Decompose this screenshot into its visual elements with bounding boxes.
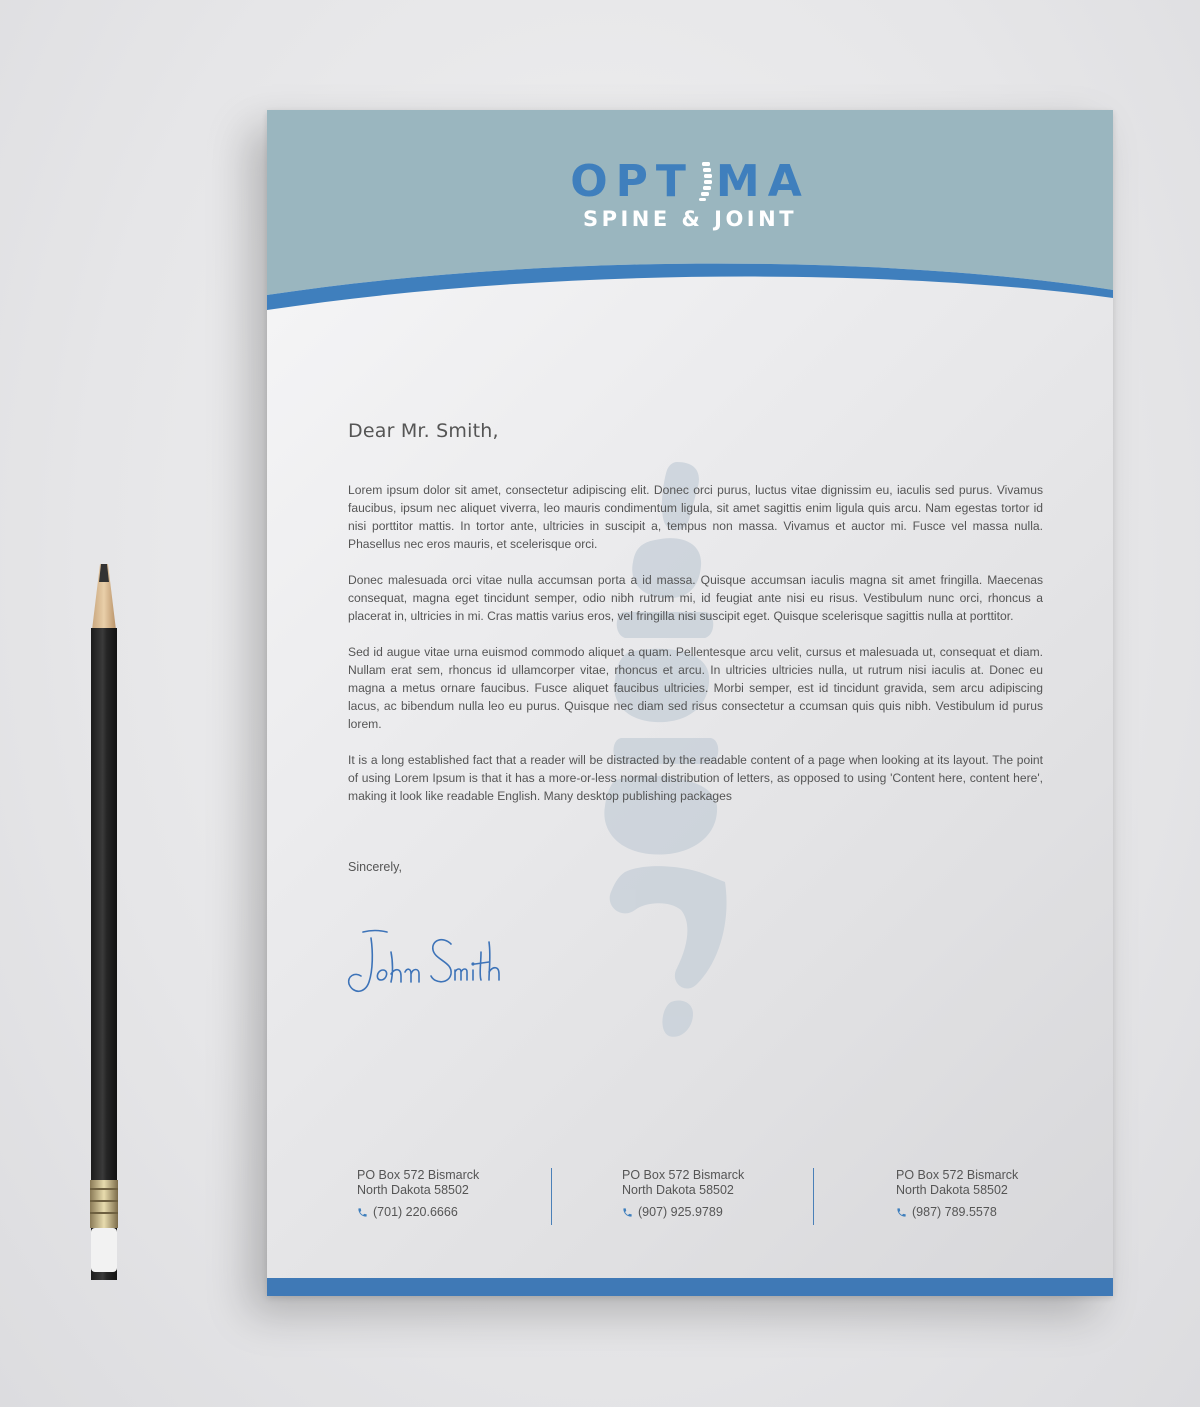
address-line-2: North Dakota 58502 — [896, 1183, 1008, 1197]
phone-icon — [622, 1207, 633, 1218]
phone-row — [896, 1205, 1018, 1220]
phone-icon — [357, 1207, 368, 1218]
letter-paragraph: Donec malesuada orci vitae nulla accumsan porta a id massa. Quisque accumsan iaculis magna sit amet fringilla. Maecenas consequat, magna eget tincidunt semper, odio nibh rutrum mi, id feugiat ante nisi eu risus. Vestibulum nunc orci, rhoncus a placerat in, ultricies in mi. Cras mattis varius eros, vel fringilla nisi suscipit eget. Quisque scelerisque sagittis nulla at porttitor. — [348, 573, 1043, 623]
brand-logo — [267, 156, 1113, 207]
letterhead-paper — [267, 110, 1113, 1296]
letter-footer — [357, 1168, 1057, 1228]
pencil-image — [86, 560, 122, 1280]
address-line-2: North Dakota 58502 — [622, 1183, 734, 1197]
address-line-1: PO Box 572 Bismarck — [357, 1168, 480, 1182]
brand-tagline: SPINE & JOINT — [582, 207, 798, 231]
letter-body — [348, 481, 1043, 823]
brand-name-suffix: MA — [715, 156, 810, 207]
office-address-3 — [896, 1168, 1018, 1220]
footer-divider — [813, 1168, 814, 1225]
letter-paragraph: It is a long established fact that a reader will be distracted by the readable content of a page when looking at its layout. The point of using Lorem Ipsum is that it has a more-or-less normal distribution of letters, as opposed to using 'Content here, content here', making it look like readable English. Many desktop publishing packages — [348, 753, 1043, 803]
phone-number[interactable]: (907) 925.9789 — [638, 1205, 723, 1219]
letter-closing: Sincerely, — [348, 860, 402, 874]
handwritten-signature — [343, 922, 503, 1002]
office-address-2 — [622, 1168, 744, 1220]
address-line-1: PO Box 572 Bismarck — [622, 1168, 745, 1182]
phone-row — [622, 1205, 744, 1220]
footer-bar — [267, 1278, 1113, 1296]
letter-greeting: Dear Mr. Smith, — [348, 420, 499, 442]
letter-paragraph: Sed id augue vitae urna euismod commodo aliquet a quam. Pellentesque arcu velit, cursus et malesuada ut, consequat et diam. Nullam erat sem, rhoncus id ullamcorper vitae, rhoncus et arcu. In ultricies ultricies nulla, ut rutrum nisi iaculis at. Donec eu magna a metus ornare faucibus. Fusce aliquet faucibus ultricies. Morbi semper, est id tincidunt gravida, sem arcu adipiscing lacus, ac bibendum nulla leo eu purus. Quisque nec diam sed risus consectetur a ccumsan quis quis nibh. Vestibulum id purus lorem. — [348, 645, 1043, 731]
footer-divider — [551, 1168, 552, 1225]
address-line-2: North Dakota 58502 — [357, 1183, 469, 1197]
letter-paragraph: Lorem ipsum dolor sit amet, consectetur adipiscing elit. Donec orci purus, luctus vitae dignissim eu, iaculis sed purus. Vivamus faucibus, ipsum nec aliquet viverra, leo mauris condimentum ligula, sit amet sagittis enim ligula quis arcu. Nam egestas tortor id nisi porttitor mattis. In tortor ante, ultricies in suscipit a, tempus non massa. Vivamus et auctor mi. Fusce vel massa nulla. Phasellus nec eros mauris, et scelerisque orci. — [348, 483, 1043, 551]
phone-number[interactable]: (701) 220.6666 — [373, 1205, 458, 1219]
phone-number[interactable]: (987) 789.5578 — [912, 1205, 997, 1219]
spine-icon — [694, 160, 716, 202]
address-line-1: PO Box 572 Bismarck — [896, 1168, 1019, 1182]
brand-name-prefix: OPT — [570, 156, 694, 207]
office-address-1 — [357, 1168, 479, 1220]
phone-row — [357, 1205, 479, 1220]
phone-icon — [896, 1207, 907, 1218]
